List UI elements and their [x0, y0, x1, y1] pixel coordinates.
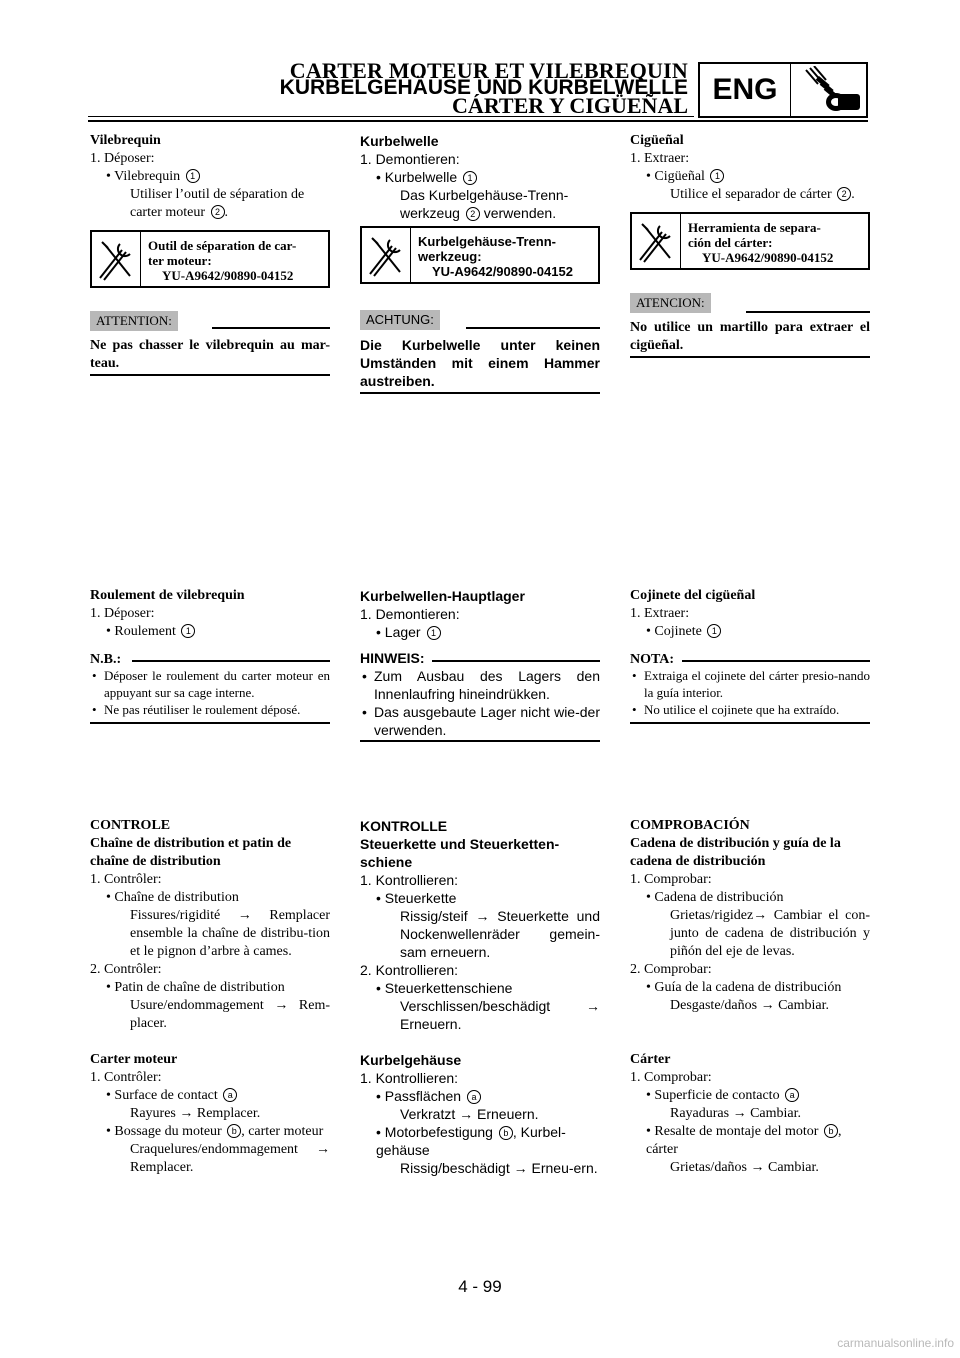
de-bearing-title: Kurbelwellen-Hauptlager: [360, 588, 525, 604]
wrench-screwdriver-icon: [366, 234, 406, 278]
fr-note-rule: [132, 660, 330, 662]
es-chain-item1-text: Grietas/rigidez→ Cambiar el con-junto de cadena de distribución y piñón del eje de levas.: [670, 908, 870, 959]
de-chain-step1: 1. Kontrollieren:: [360, 872, 459, 888]
de-tool-line2: werkzeug:: [418, 249, 482, 264]
callout-a: a: [785, 1088, 799, 1102]
fr-case-item2-text: Craquelures/endommagement → Remplacer.: [130, 1142, 330, 1175]
wrench-screwdriver-icon: [636, 220, 676, 264]
callout-b: b: [227, 1124, 241, 1138]
fr-case-step: 1. Contrôler:: [90, 1070, 162, 1085]
header-title-fr: CARTER MOTEUR ET VILEBREQUIN: [289, 58, 688, 83]
fr-tool-line2: ter moteur:: [148, 253, 212, 268]
tool-box-divider: [140, 232, 141, 286]
fr-case-title: Carter moteur: [90, 1052, 178, 1067]
header-title-de: KURBELGEHÄUSE UND KURBELWELLE: [279, 76, 688, 99]
es-chain-step2: 2. Comprobar:: [630, 962, 712, 977]
es-warning-rule: [746, 311, 870, 313]
fr-chain-item1-text: Fissures/rigidité → Remplacer ensemble la chaîne de distribu-tion et le pignon d’arbre à cames.: [130, 908, 330, 959]
fr-crank-title: Vilebrequin: [90, 133, 161, 148]
watermark: carmanualsonline.info: [837, 1336, 954, 1350]
es-note-label: NOTA:: [630, 652, 675, 667]
fr-note-list: [90, 667, 330, 718]
de-case-item1: • Passflächen: [376, 1088, 462, 1104]
callout-b: b: [824, 1124, 838, 1138]
de-crank-item: • Kurbelwelle: [376, 169, 458, 185]
de-case-item1-text: Verkratzt → Erneuern.: [400, 1106, 539, 1122]
de-crank-step: 1. Demontieren:: [360, 151, 460, 167]
de-crank-text-a: Das Kurbelgehäuse-Trenn-: [400, 187, 569, 203]
de-case-step: 1. Kontrollieren:: [360, 1070, 459, 1086]
fr-case-item2-rest: , carter moteur: [241, 1124, 324, 1139]
callout-2: 2: [211, 205, 225, 219]
es-note-rule: [682, 660, 870, 662]
fr-crank-item: • Vilebrequin: [106, 169, 181, 184]
fr-warning-label: ATTENTION:: [90, 311, 178, 331]
fr-check-section: [90, 817, 330, 1177]
es-crankshaft-section: Cigüeñal 1. Extraer: • Cigüeñal 1 Utilice el separador de cárter 2 .: [630, 132, 870, 204]
es-tool-box: [630, 212, 870, 270]
de-tool-box: [360, 226, 600, 284]
es-warning-end-rule: [630, 356, 870, 358]
es-chain-title-1: Cadena de distribución y guía de la: [630, 836, 841, 851]
de-tool-line1: Kurbelgehäuse-Trenn-: [418, 234, 556, 249]
fr-chain-title-1: Chaîne de distribution et patin de: [90, 836, 292, 851]
es-check-title: COMPROBACIÓN: [630, 818, 750, 833]
fr-bearing-title: Roulement de vilebrequin: [90, 588, 245, 603]
de-chain-item1: • Steuerkette: [376, 890, 457, 906]
fr-warning-end-rule: [90, 374, 330, 376]
fr-crank-text-a: Utiliser l’outil de séparation de: [130, 187, 305, 202]
fr-crank-text-b: carter moteur: [130, 205, 206, 220]
wrench-screwdriver-icon: [96, 238, 136, 282]
fr-tool-line3: YU-A9642/90890-04152: [162, 268, 294, 283]
de-chain-title-2: schiene: [360, 854, 413, 870]
fr-chain-step1: 1. Contrôler:: [90, 872, 162, 887]
es-warning-label: ATENCION:: [630, 293, 711, 313]
es-case-item2: • Resalte de montaje del motor: [646, 1124, 819, 1139]
fr-case-item2: • Bossage du moteur: [106, 1124, 222, 1139]
es-tool-line3: YU-A9642/90890-04152: [702, 250, 834, 265]
fr-case-item1-text: Rayures → Remplacer.: [130, 1106, 261, 1121]
de-chain-item1-text: Rissig/steif → Steuerkette und Nockenwellenräder gemein-sam erneuern.: [400, 908, 600, 960]
header-rule: [88, 120, 868, 122]
es-crank-step: 1. Extraer:: [630, 151, 690, 166]
es-chain-step1: 1. Comprobar:: [630, 872, 712, 887]
fr-tool-line1: Outil de séparation de car-: [148, 238, 297, 253]
fr-note-1: • Déposer le roulement du carter moteur en appuyant sur sa cage interne.: [90, 667, 330, 701]
de-case-title: Kurbelgehäuse: [360, 1052, 462, 1068]
es-bearing-section: [630, 587, 870, 641]
fr-chain-item2-text: Usure/endommagement → Rem-placer.: [130, 998, 330, 1031]
fr-note-2: • Ne pas réutiliser le roulement déposé.: [90, 701, 330, 718]
de-warning-label: ACHTUNG:: [360, 310, 440, 330]
callout-2: 2: [466, 207, 480, 221]
fr-chain-step2: 2. Contrôler:: [90, 962, 162, 977]
es-bearing-step: 1. Extraer:: [630, 606, 690, 621]
fr-bearing-step: 1. Déposer:: [90, 606, 155, 621]
engine-piston-icon: [796, 66, 864, 114]
de-note-rule: [432, 660, 600, 662]
callout-2: 2: [837, 187, 851, 201]
callout-1: 1: [186, 169, 200, 183]
callout-1: 1: [710, 169, 724, 183]
es-case-item2-rest: , cárter: [646, 1124, 842, 1157]
es-warning-text: No utilice un martillo para extraer el cigüeñal.: [630, 320, 870, 353]
eng-badge-label: ENG: [712, 73, 778, 106]
fr-case-item1: • Surface de contact: [106, 1088, 218, 1103]
fr-warning-rule: [212, 327, 330, 329]
es-chain-item1: • Cadena de distribución: [646, 890, 784, 905]
de-crank-title: Kurbelwelle: [360, 133, 439, 149]
callout-b: b: [499, 1126, 513, 1140]
de-note-label: HINWEIS:: [360, 650, 425, 666]
de-case-item2-rest: , Kurbel-gehäuse: [376, 1124, 566, 1158]
de-tool-line3: YU-A9642/90890-04152: [432, 264, 573, 279]
es-case-item1-text: Rayaduras → Cambiar.: [670, 1106, 802, 1121]
de-note-1: • Zum Ausbau des Lagers den Innenlaufring hineindrükken.: [360, 667, 600, 703]
de-check-title: KONTROLLE: [360, 818, 448, 834]
de-chain-title-1: Steuerkette und Steuerketten-: [360, 836, 560, 852]
tool-box-divider: [680, 214, 681, 268]
de-bearing-step: 1. Demontieren:: [360, 606, 460, 622]
tool-box-divider: [410, 228, 411, 282]
callout-1: 1: [427, 626, 441, 640]
de-note-end-rule: [360, 740, 600, 742]
es-chain-title-2: cadena de distribución: [630, 854, 766, 869]
callout-1: 1: [463, 171, 477, 185]
eng-badge-divider: [790, 64, 791, 116]
es-crank-text-a: Utilice el separador de cárter: [670, 187, 832, 202]
callout-a: a: [467, 1090, 481, 1104]
es-bearing-item: • Cojinete: [646, 624, 702, 639]
de-crankshaft-section: [360, 132, 600, 222]
fr-chain-item1: • Chaîne de distribution: [106, 890, 239, 905]
es-case-item2-text: Grietas/daños → Cambiar.: [670, 1160, 819, 1175]
fr-note-label: N.B.:: [90, 652, 122, 667]
de-chain-step2: 2. Kontrollieren:: [360, 962, 459, 978]
de-case-item2-text: Rissig/beschädigt → Erneu-ern.: [400, 1160, 598, 1176]
fr-bearing-item: • Roulement: [106, 624, 176, 639]
callout-1: 1: [707, 624, 721, 638]
de-warning-text: Die Kurbelwelle unter keinen Umständen mit einem Hammer austreiben.: [360, 337, 600, 389]
es-note-list: [630, 667, 870, 718]
de-warning-rule: [466, 327, 600, 329]
es-case-title: Cárter: [630, 1052, 671, 1067]
fr-bearing-section: [90, 587, 330, 641]
de-case-item2: • Motorbefestigung: [376, 1124, 493, 1140]
fr-chain-title-2: chaîne de distribution: [90, 854, 221, 869]
es-tool-line1: Herramienta de separa-: [688, 220, 821, 235]
de-crank-text-b: werkzeug: [400, 205, 460, 221]
es-chain-item2-text: Desgaste/daños → Cambiar.: [670, 998, 830, 1013]
es-case-step: 1. Comprobar:: [630, 1070, 712, 1085]
de-chain-item2-text: Verschlissen/beschädigt → Erneuern.: [400, 998, 600, 1032]
fr-tool-box: [90, 230, 330, 288]
es-crank-title: Cigüeñal: [630, 133, 684, 148]
de-note-2: • Das ausgebaute Lager nicht wie-der verwenden.: [360, 703, 600, 739]
de-chain-item2: • Steuerkettenschiene: [376, 980, 513, 996]
fr-chain-item2: • Patin de chaîne de distribution: [106, 980, 285, 995]
fr-warning-text: Ne pas chasser le vilebrequin au mar-teau.: [90, 338, 330, 371]
fr-crankshaft-section: Vilebrequin 1. Déposer: • Vilebrequin 1 Utiliser l’outil de séparation de carter moteur 2 .: [90, 132, 330, 222]
es-tool-line2: ción del cárter:: [688, 235, 773, 250]
es-note-end-rule: [630, 722, 870, 724]
fr-check-title: CONTROLE: [90, 818, 171, 833]
es-note-2: • No utilice el cojinete que ha extraído.: [630, 701, 870, 718]
es-case-item1: • Superficie de contacto: [646, 1088, 780, 1103]
es-check-section: [630, 817, 870, 1177]
header-rule-thin: [88, 116, 694, 117]
page-number: 4 - 99: [458, 1277, 502, 1296]
de-check-section: [360, 817, 600, 1177]
fr-note-end-rule: [90, 722, 330, 724]
es-note-1: • Extraiga el cojinete del cárter presio-nando la guía interior.: [630, 667, 870, 701]
fr-crank-step: 1. Déposer:: [90, 151, 155, 166]
callout-a: a: [223, 1088, 237, 1102]
de-warning-end-rule: [360, 392, 600, 394]
de-bearing-section: [360, 587, 600, 641]
de-crank-text-b-rest: verwenden.: [483, 205, 557, 221]
es-bearing-title: Cojinete del cigüeñal: [630, 588, 756, 603]
de-note-list: [360, 667, 600, 739]
header-title-es: CÁRTER Y CIGÜEÑAL: [452, 93, 688, 118]
es-crank-item: • Cigüeñal: [646, 169, 705, 184]
es-chain-item2: • Guía de la cadena de distribución: [646, 980, 842, 995]
callout-1: 1: [181, 624, 195, 638]
de-bearing-item: • Lager: [376, 624, 421, 640]
